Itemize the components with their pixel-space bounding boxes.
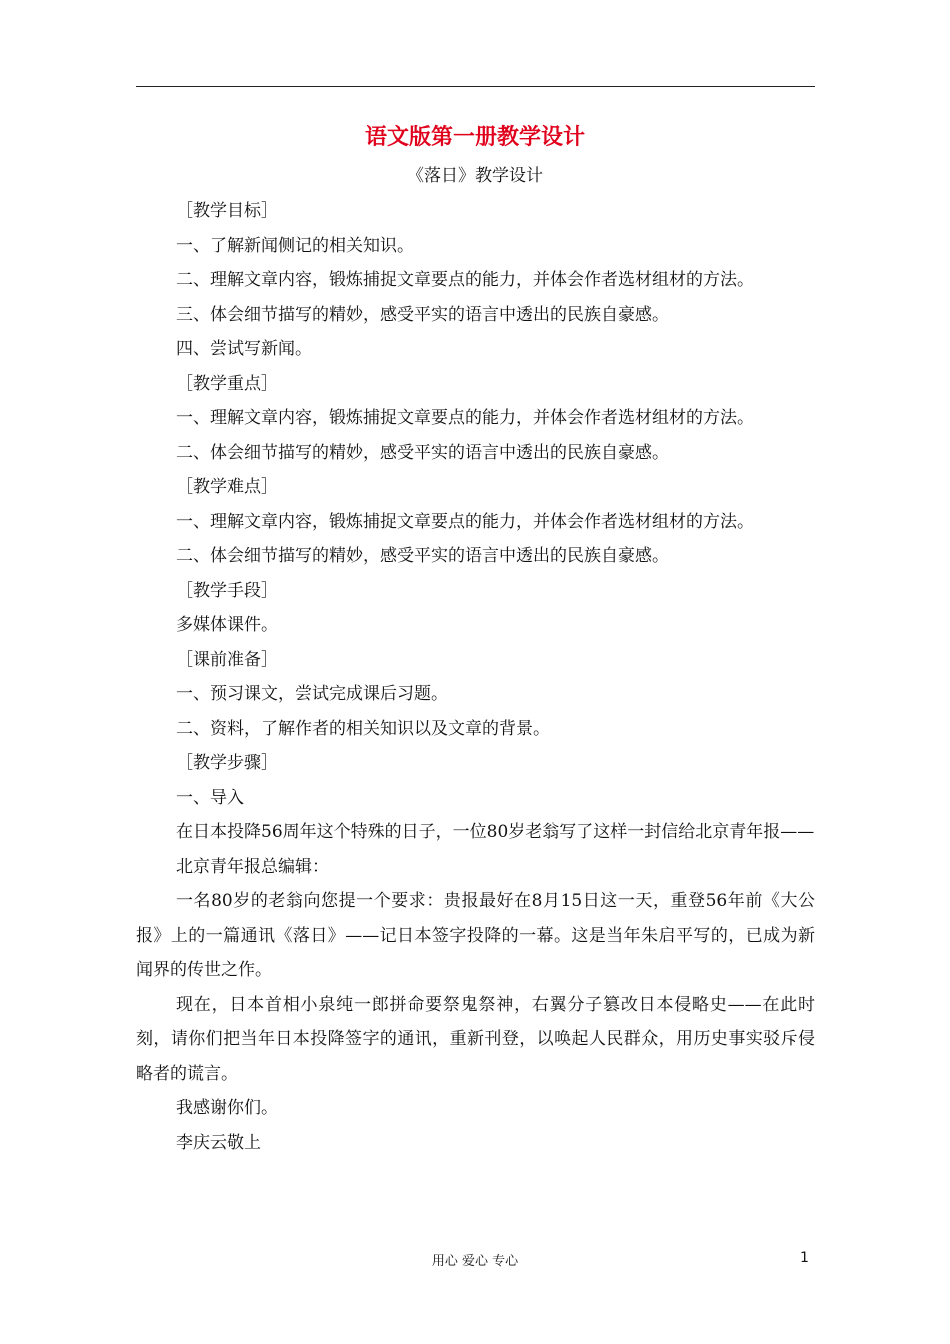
paragraph: 北京青年报总编辑： (176, 856, 329, 877)
footer-slogan: 用心 爱心 专心 (431, 1254, 519, 1269)
document-subtitle: 《落日》教学设计 (407, 166, 543, 186)
paragraph: ［教学目标］ (176, 201, 278, 221)
paragraph: 我感谢你们。 (176, 1098, 278, 1118)
paragraph: 二、体会细节描写的精妙，感受平实的语言中透出的民族自豪感。 (176, 442, 669, 463)
page-number: 1 (800, 1250, 809, 1266)
paragraph: 二、理解文章内容，锻炼捕捉文章要点的能力，并体会作者选材组材的方法。 (176, 270, 754, 290)
paragraph: 一名80岁的老翁向您提一个要求：贵报最好在8月15日这一天，重登56年前《大公报》上的一篇通讯《落日》——记日本签字投降的一幕。这是当年朱启平写的，已成为新闻界的传世之作。 (136, 891, 815, 980)
paragraph: 李庆云敬上 (176, 1132, 261, 1153)
paragraph: ［课前准备］ (176, 649, 278, 670)
paragraph: 二、资料，了解作者的相关知识以及文章的背景。 (176, 718, 550, 739)
paragraph: ［教学难点］ (176, 477, 278, 497)
paragraph: 一、理解文章内容，锻炼捕捉文章要点的能力，并体会作者选材组材的方法。 (176, 511, 754, 532)
paragraph: 多媒体课件。 (176, 615, 278, 635)
paragraph: 在日本投降56周年这个特殊的日子，一位80岁老翁写了这样一封信给北京青年报—— (176, 822, 815, 842)
paragraph: 一、了解新闻侧记的相关知识。 (176, 235, 414, 256)
paragraph: ［教学重点］ (176, 373, 278, 394)
paragraph: ［教学手段］ (176, 580, 278, 601)
document-body (136, 194, 815, 1160)
paragraph: 一、预习课文，尝试完成课后习题。 (176, 684, 448, 704)
paragraph: ［教学步骤］ (176, 753, 278, 773)
document-title: 语文版第一册教学设计 (364, 125, 585, 150)
paragraph: 二、体会细节描写的精妙，感受平实的语言中透出的民族自豪感。 (176, 546, 669, 566)
paragraph: 一、理解文章内容，锻炼捕捉文章要点的能力，并体会作者选材组材的方法。 (176, 408, 754, 428)
paragraph: 一、导入 (176, 787, 244, 808)
paragraph: 四、尝试写新闻。 (176, 339, 312, 359)
header-rule (136, 86, 815, 87)
paragraph: 三、体会细节描写的精妙，感受平实的语言中透出的民族自豪感。 (176, 304, 669, 325)
paragraph: 现在，日本首相小泉纯一郎拼命要祭鬼祭神，右翼分子篡改日本侵略史——在此时刻，请你们把当年日本投降签字的通讯，重新刊登，以唤起人民群众，用历史事实驳斥侵略者的谎言。 (136, 994, 815, 1084)
